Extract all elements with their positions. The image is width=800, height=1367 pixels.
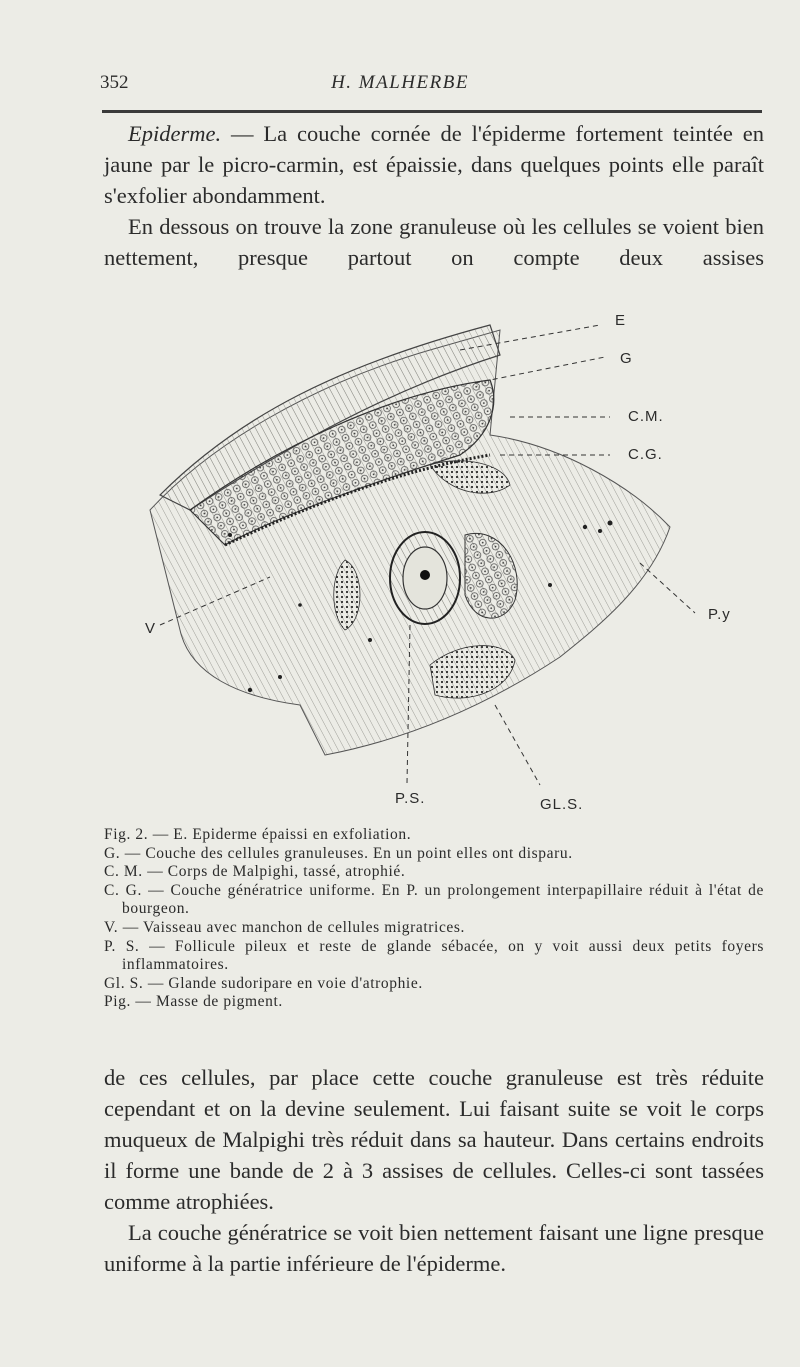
paragraph-body: — La couche cornée de l'épiderme fortement teintée en jaune par le picro-carmin, est épaissie, dans quelques points elle paraît s'exfolier abondamment. xyxy=(104,121,764,208)
label-e: E xyxy=(615,312,627,329)
top-text xyxy=(104,118,764,273)
caption-line: C. G. — Couche génératrice uniforme. En P. un prolongement interpapillaire réduit à l'état de bourgeon. xyxy=(104,881,764,918)
figure-caption xyxy=(104,826,764,1012)
caption-line: Pig. — Masse de pigment. xyxy=(104,993,283,1011)
histology-illustration xyxy=(130,295,750,820)
caption-line: V. — Vaisseau avec manchon de cellules migratrices. xyxy=(104,918,466,936)
header-rule xyxy=(102,110,762,113)
caption-line: C. M. — Corps de Malpighi, tassé, atrophié. xyxy=(104,863,406,881)
paragraph-epiderme xyxy=(104,118,764,211)
caption-line: Gl. S. — Glande sudoripare en voie d'atrophie. xyxy=(104,974,423,992)
paragraph-zone-granuleuse: En dessous on trouve la zone granuleuse où les cellules se voient bien nettement, presque partout on compte deux assises xyxy=(104,214,764,270)
running-head: H. MALHERBE xyxy=(331,72,469,93)
label-g: G xyxy=(620,350,633,367)
caption-line: P. S. — Follicule pileux et reste de glande sébacée, on y voit aussi deux petits foyers inflammatoires. xyxy=(104,937,764,974)
histology-figure xyxy=(130,295,750,820)
caption-line: Fig. 2. — E. Epiderme épaissi en exfoliation. xyxy=(104,826,412,843)
label-ps: P.S. xyxy=(395,790,426,807)
paragraph-couche-generatrice: La couche génératrice se voit bien nettement faisant une ligne presque uniforme à la partie inférieure de l'épiderme. xyxy=(104,1220,764,1276)
bottom-text xyxy=(104,1062,764,1279)
label-v: V xyxy=(145,620,157,637)
paragraph-continuation: de ces cellules, par place cette couche granuleuse est très réduite cependant et on la devine seulement. Lui faisant suite se voit le corps muqueux de Malpighi très réduit dans sa hauteur. Dans certains endroits il forme une bande de 2 à 3 assises de cellules. Celles-ci sont tassées comme atrophiées. xyxy=(104,1065,764,1214)
paragraph-lead: Epiderme. xyxy=(128,121,222,146)
label-cg: C.G. xyxy=(628,446,663,463)
caption-line: G. — Couche des cellules granuleuses. En un point elles ont disparu. xyxy=(104,844,573,862)
label-cm: C.M. xyxy=(628,408,664,425)
page-number: 352 xyxy=(100,72,129,93)
label-gls: GL.S. xyxy=(540,796,584,813)
label-py: P.y xyxy=(708,606,731,623)
